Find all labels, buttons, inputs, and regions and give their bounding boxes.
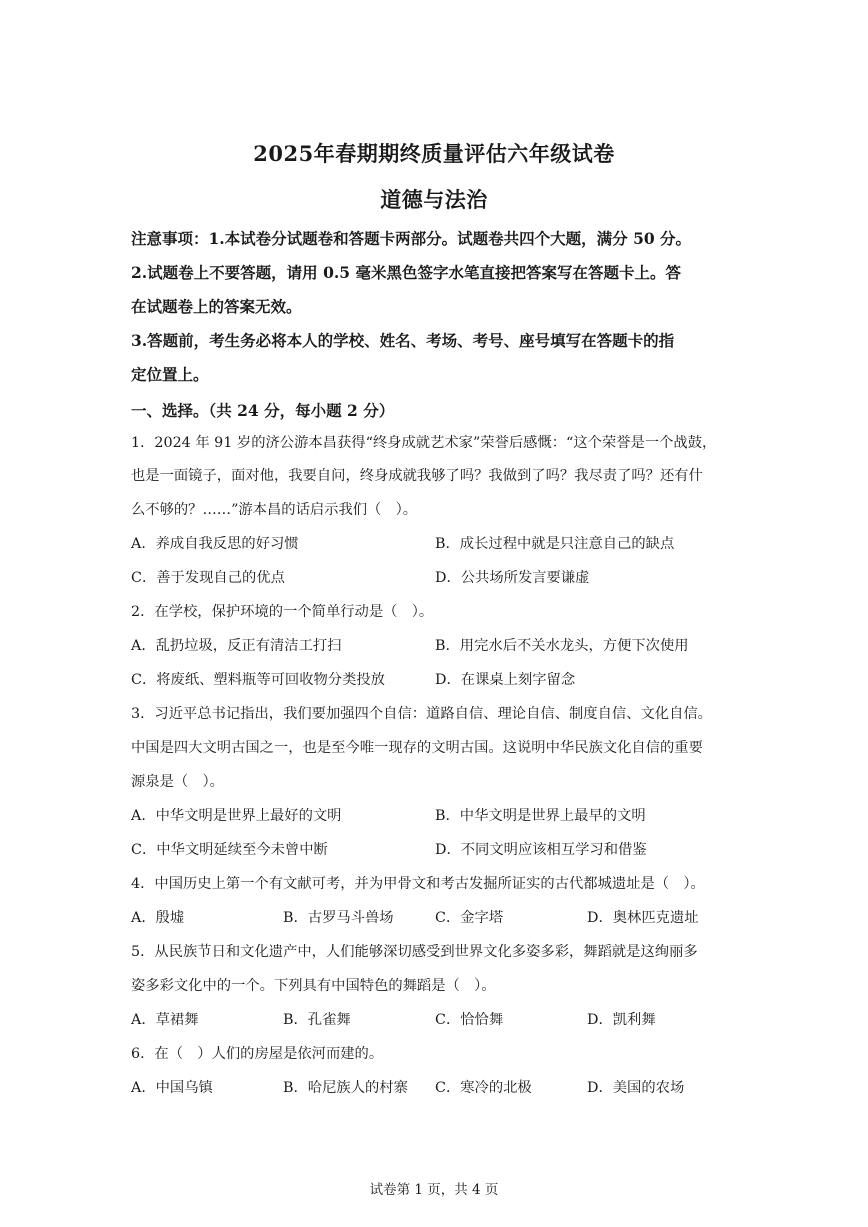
question-3-option-d: D．不同文明应该相互学习和借鉴 <box>435 842 647 858</box>
question-4-option-c: C．金字塔 <box>435 910 504 926</box>
question-1-line-3: 么不够的？……”游本昌的话启示我们（ ）。 <box>131 502 418 518</box>
question-1-option-d: D．公共场所发言要谦虚 <box>435 570 590 586</box>
question-1-line-1: 1．2024 年 91 岁的济公游本昌获得“终身成就艺术家”荣誉后感慨：“这个荣誉是一个战鼓， <box>131 435 717 451</box>
note-line-3: 在试题卷上的答案无效。 <box>131 297 302 316</box>
question-5-line-2: 姿多彩文化中的一个。下列具有中国特色的舞蹈是（ ）。 <box>131 978 496 994</box>
question-1-line-2: 也是一面镜子，面对他，我要自问，终身成就我够了吗？我做到了吗？我尽责了吗？还有什 <box>131 468 703 484</box>
note-line-2: 2.试题卷上不要答题，请用 0.5 毫米黑色签字水笔直接把答案写在答题卡上。答 <box>131 263 681 282</box>
question-3-line-2: 中国是四大文明古国之一，也是至今唯一现存的文明古国。这说明中华民族文化自信的重要 <box>131 740 703 756</box>
note-line-5: 定位置上。 <box>131 365 209 384</box>
question-2-option-d: D．在课桌上刻字留念 <box>435 672 576 688</box>
question-2-option-c: C．将废纸、塑料瓶等可回收物分类投放 <box>131 672 385 688</box>
page-title: 2025年春期期终质量评估六年级试卷 <box>253 141 615 166</box>
page-subtitle: 道德与法治 <box>380 187 488 212</box>
question-4-line-1: 4．中国历史上第一个有文献可考，并为甲骨文和考古发掘所证实的古代都城遗址是（ ）。 <box>131 876 705 892</box>
question-1-option-b: B．成长过程中就是只注意自己的缺点 <box>435 536 675 552</box>
note-line-1: 注意事项：1.本试卷分试题卷和答题卡两部分。试题卷共四个大题，满分 50 分。 <box>131 229 692 248</box>
question-1-option-c: C．善于发现自己的优点 <box>131 570 285 586</box>
question-6-line-1: 6．在（ ）人们的房屋是依河而建的。 <box>131 1046 384 1062</box>
question-5-option-b: B．孔雀舞 <box>283 1012 351 1028</box>
question-3-line-1: 3．习近平总书记指出，我们要加强四个自信：道路自信、理论自信、制度自信、文化自信。 <box>131 706 712 722</box>
question-3-option-c: C．中华文明延续至今未曾中断 <box>131 842 328 858</box>
question-3-option-b: B．中华文明是世界上最早的文明 <box>435 808 646 824</box>
question-2-option-b: B．用完水后不关水龙头，方便下次使用 <box>435 638 689 654</box>
section-heading: 一、选择。（共 24 分，每小题 2 分） <box>131 401 395 420</box>
page-footer: 试卷第 1 页，共 4 页 <box>369 1182 499 1198</box>
question-4-option-d: D．奥林匹克遗址 <box>587 910 699 926</box>
question-5-option-a: A．草裙舞 <box>131 1012 199 1028</box>
question-5-option-c: C．恰恰舞 <box>435 1012 504 1028</box>
question-3-option-a: A．中华文明是世界上最好的文明 <box>131 808 342 824</box>
question-2-line-1: 2．在学校，保护环境的一个简单行动是（ ）。 <box>131 604 434 620</box>
question-6-option-c: C．寒冷的北极 <box>435 1080 532 1096</box>
question-3-line-3: 源泉是（ ）。 <box>131 774 224 790</box>
question-6-option-d: D．美国的农场 <box>587 1080 685 1096</box>
question-1-option-a: A．养成自我反思的好习惯 <box>131 536 299 552</box>
question-2-option-a: A．乱扔垃圾，反正有清洁工打扫 <box>131 638 342 654</box>
question-5-line-1: 5．从民族节日和文化遗产中，人们能够深切感受到世界文化多姿多彩，舞蹈就是这绚丽多 <box>131 944 698 960</box>
question-4-option-a: A．殷墟 <box>131 910 185 926</box>
question-6-option-b: B．哈尼族人的村寨 <box>283 1080 408 1096</box>
question-4-option-b: B．古罗马斗兽场 <box>283 910 394 926</box>
question-5-option-d: D．凯利舞 <box>587 1012 656 1028</box>
note-line-4: 3.答题前，考生务必将本人的学校、姓名、考场、考号、座号填写在答题卡的指 <box>131 331 675 350</box>
question-6-option-a: A．中国乌镇 <box>131 1080 213 1096</box>
